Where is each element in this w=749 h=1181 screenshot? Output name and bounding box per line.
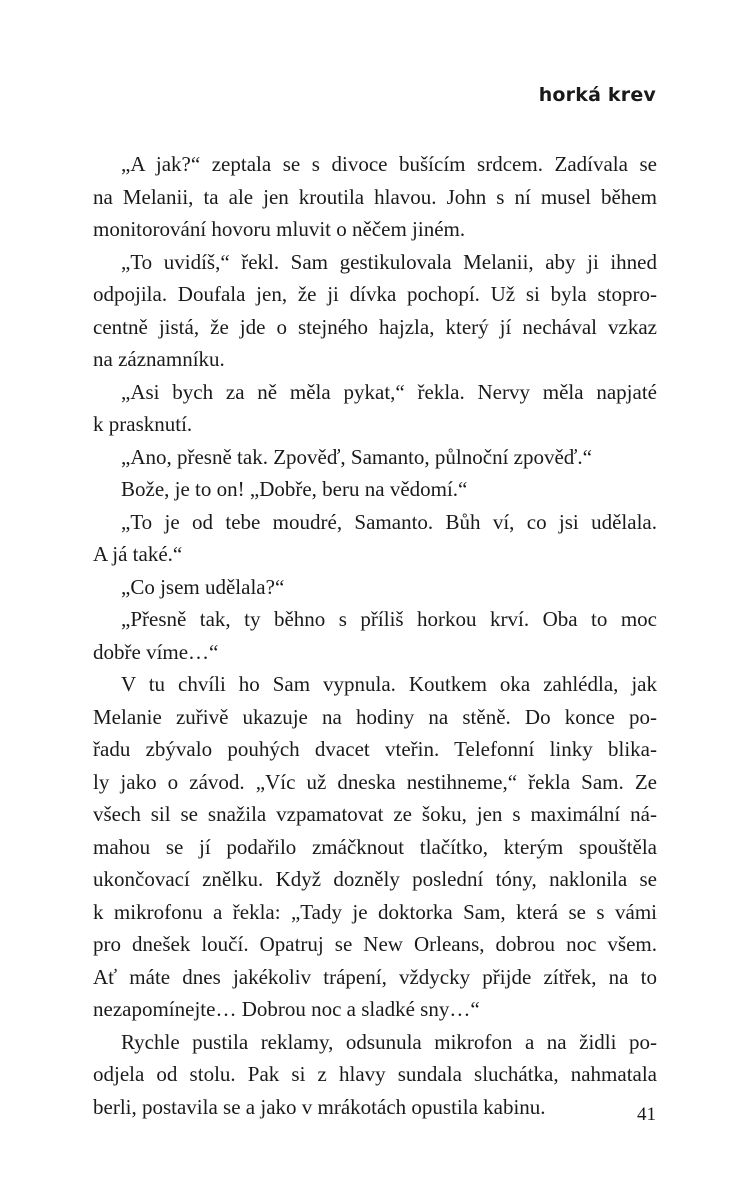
body-text (93, 148, 657, 1123)
running-header: horká krev (538, 84, 656, 106)
text-line: Bože, je to on! „Dobře, beru na vědomí.“ (121, 477, 468, 501)
text-line: Rychle pustila reklamy, odsunula mikrofon a na židli po- (121, 1029, 657, 1054)
text-line: „To je od tebe moudré, Samanto. Bůh ví, co jsi udělala. (121, 509, 657, 534)
text-line: dobře víme…“ (93, 639, 219, 664)
text-line: na záznamníku. (93, 347, 225, 371)
text-line: V tu chvíli ho Sam vypnula. Koutkem oka zahlédla, jak (121, 672, 657, 696)
text-line: monitorování hovoru mluvit o něčem jiném. (93, 217, 466, 241)
text-line: nezapomínejte… Dobrou noc a sladké sny…“ (93, 997, 480, 1021)
text-line: ukončovací znělku. Když dozněly poslední tóny, naklonila se (93, 867, 657, 891)
text-line: k prasknutí. (93, 412, 193, 436)
text-line: Ať máte dnes jakékoliv trápení, vždycky přijde zítřek, na to (93, 964, 657, 989)
text-line: pro dnešek loučí. Opatruj se New Orleans, dobrou noc všem. (93, 932, 657, 956)
text-line: centně jistá, že jde o stejného hajzla, který jí nechával vzkaz (93, 314, 657, 339)
text-line: „Ano, přesně tak. Zpověď, Samanto, půlnoční zpověď.“ (121, 444, 592, 469)
text-line: Melanie zuřivě ukazuje na hodiny na stěně. Do konce po- (93, 704, 657, 729)
text-line: odpojila. Doufala jen, že ji dívka pochopí. Už si byla stopro- (93, 282, 657, 306)
text-line: „A jak?“ zeptala se s divoce bušícím srdcem. Zadívala se (121, 152, 657, 176)
page-number: 41 (637, 1104, 656, 1125)
text-line: „Co jsem udělala?“ (121, 574, 285, 599)
text-line: ly jako o závod. „Víc už dneska nestihneme,“ řekla Sam. Ze (93, 769, 657, 794)
text-line: mahou se jí podařilo zmáčknout tlačítko, kterým spouštěla (93, 834, 657, 859)
text-line: „To uvidíš,“ řekl. Sam gestikulovala Melanii, aby ji ihned (121, 249, 657, 274)
text-line: „Asi bych za ně měla pykat,“ řekla. Nervy měla napjaté (121, 379, 657, 404)
text-line: „Přesně tak, ty běhno s příliš horkou krví. Oba to moc (121, 607, 657, 631)
text-line: všech sil se snažila vzpamatovat ze šoku, jen s maximální ná- (93, 802, 657, 826)
text-line: A já také.“ (93, 542, 183, 566)
text-line: k mikrofonu a řekla: „Tady je doktorka Sam, která se s vámi (93, 899, 657, 924)
text-line: odjela od stolu. Pak si z hlavy sundala sluchátka, nahmatala (93, 1062, 657, 1086)
text-line: berli, postavila se a jako v mrákotách opustila kabinu. (93, 1094, 546, 1119)
text-line: na Melanii, ta ale jen kroutila hlavou. John s ní musel během (93, 184, 657, 209)
text-line: řadu zbývalo pouhých dvacet vteřin. Telefonní linky blika- (93, 737, 657, 761)
